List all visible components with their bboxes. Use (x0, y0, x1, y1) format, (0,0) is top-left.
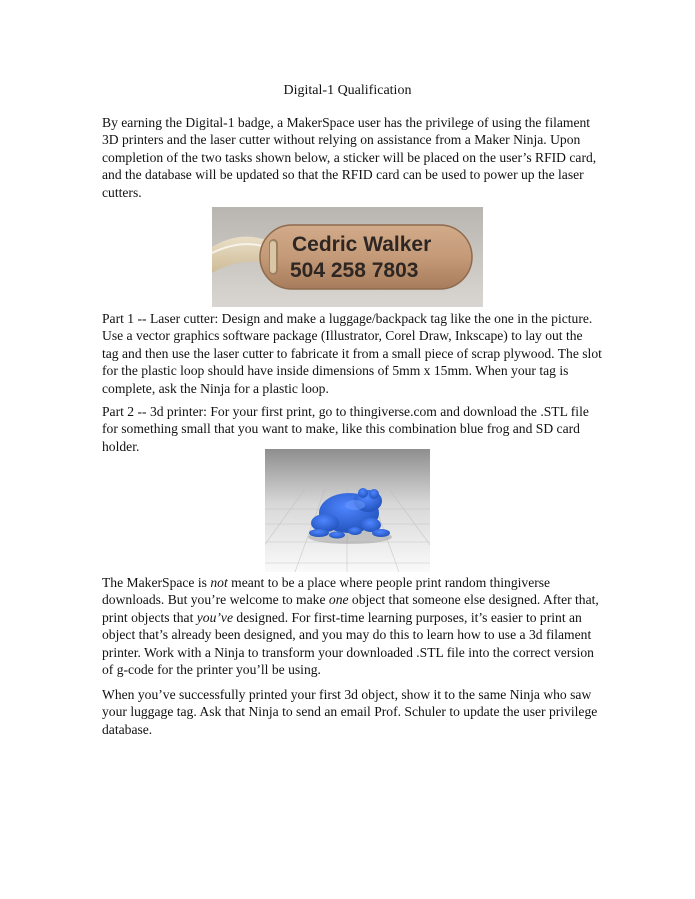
part1-paragraph: Part 1 -- Laser cutter: Design and make a luggage/backpack tag like the one in the picture. Use a vector graphics software package (Illustrator, Corel Draw, Inkscape) to lay out the tag and then use the laser cutter to fabricate it from a small piece of scrap plywood. The slot for the plastic loop should have inside dimensions of 5mm x 15mm. When your tag is complete, ask the Ninja for a plastic loop. (102, 311, 602, 396)
policy-emphasis-one: one (328, 592, 349, 608)
policy-text-2: meant to be a place where people print random thingiverse downloads. But you’re welcome to make (102, 575, 551, 608)
tag-name-text: Cedric Walker (292, 233, 432, 256)
policy-text-3: object that someone else designed. After that, print objects that (102, 592, 599, 625)
luggage-tag-photo (212, 207, 483, 307)
tag-phone-text: 504 258 7803 (290, 259, 419, 282)
policy-text-1: The MakerSpace is (102, 575, 211, 590)
policy-emphasis-not: not (210, 575, 228, 590)
final-paragraph: When you’ve successfully printed your first 3d object, show it to the same Ninja who saw your luggage tag. Ask that Ninja to send an email Prof. Schuler to update the user privilege database. (102, 687, 598, 737)
part2-paragraph: Part 2 -- 3d printer: For your first print, go to thingiverse.com and download the .STL file for something small that you want to make, like this combination blue frog and SD card holder. (102, 404, 589, 454)
policy-emphasis-youve: you’ve (196, 609, 233, 625)
intro-paragraph: By earning the Digital-1 badge, a MakerSpace user has the privilege of using the filament 3D printers and the laser cutter without relying on assistance from a Maker Ninja. Upon completion of the two tasks shown below, a sticker will be placed on the user’s RFID card, and the database will be updated so that the RFID card can be used to power up the laser cutters. (102, 115, 597, 200)
blue-frog-render (265, 449, 430, 572)
policy-text-4: designed. For first-time learning purposes, it’s easier to print an object that’s already been designed, and you may do this to learn how to use a 3d filament printer. Work with a Ninja to transform your downloaded .STL file into the correct version of g-code for the printer you’ll be using. (102, 609, 594, 678)
policy-paragraph (102, 574, 602, 678)
page-title: Digital-1 Qualification (283, 83, 412, 98)
